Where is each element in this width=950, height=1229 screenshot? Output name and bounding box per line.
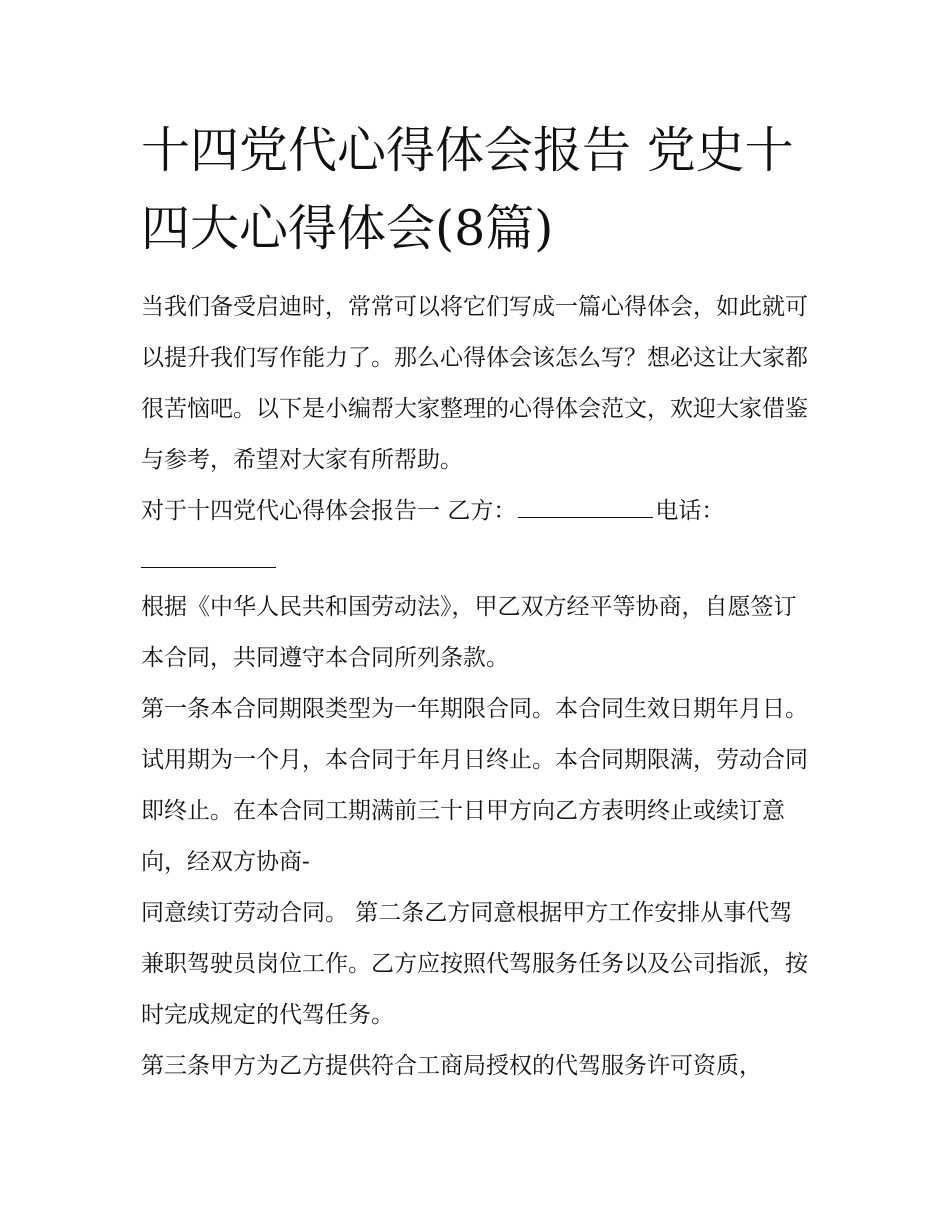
document-title: 十四党代心得体会报告 党史十四大心得体会(8篇) [141, 122, 794, 257]
party-b-blank [518, 489, 653, 518]
phone-label: 电话： [655, 498, 725, 524]
body-paragraph-2: 第一条本合同期限类型为一年期限合同。本合同生效日期年月日。试用期为一个月，本合同于年月日终止。本合同期限满，劳动合同即终止。在本合同工期满前三十日甲方向乙方表明终止或续订意向，经双方协商- [141, 696, 808, 875]
party-b-label: 乙方： [447, 498, 517, 524]
contact-line [141, 486, 813, 537]
section-heading: 对于十四党代心得体会报告一 [141, 498, 440, 524]
body-paragraph-1: 根据《中华人民共和国劳动法》，甲乙双方经平等协商，自愿签订本合同，共同遵守本合同所列条款。 [141, 594, 797, 671]
intro-paragraph: 当我们备受启迪时，常常可以将它们写成一篇心得体会，如此就可以提升我们写作能力了。那么心得体会该怎么写？想必这让大家都很苦恼吧。以下是小编帮大家整理的心得体会范文，欢迎大家借鉴与参考，希望对大家有所帮助。 [141, 294, 808, 473]
phone-blank [141, 537, 276, 568]
body-paragraph-4: 第三条甲方为乙方提供符合工商局授权的代驾服务许可资质， [141, 1053, 762, 1079]
body-paragraph-3: 同意续订劳动合同。 第二条乙方同意根据甲方工作安排从事代驾兼职驾驶员岗位工作。乙方应按照代驾服务任务以及公司指派，按时完成规定的代驾任务。 [141, 900, 808, 1028]
document-page [141, 112, 813, 1092]
